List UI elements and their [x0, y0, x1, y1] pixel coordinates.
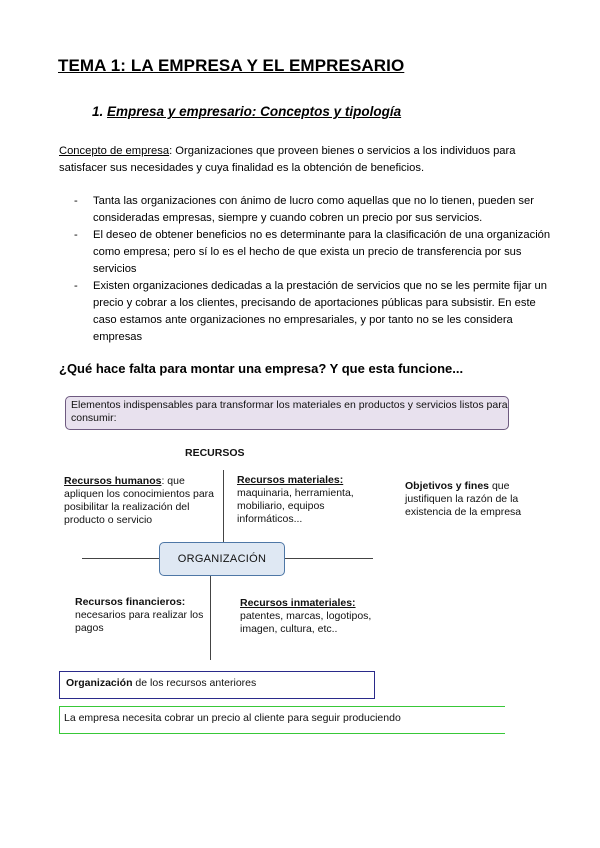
section-title: Empresa y empresario: Conceptos y tipología: [107, 104, 402, 119]
list-item-text: Tanta las organizaciones con ánimo de lucro como aquellas que no lo tienen, pueden ser consideradas empresas, siempre y cuando cobren un precio por sus servicios.: [93, 195, 534, 224]
bullet-marker: -: [74, 229, 78, 241]
recursos-label: RECURSOS: [185, 447, 245, 459]
recursos-materiales-title: Recursos materiales:: [237, 474, 344, 486]
recursos-inmateriales: [240, 597, 380, 636]
recursos-humanos-text: : que apliquen los conocimientos para posibilitar la realización del producto o servicio: [64, 475, 215, 526]
question-heading: ¿Qué hace falta para montar una empresa? Y que esta funcione...: [59, 361, 464, 376]
objetivos-fines: [405, 480, 525, 519]
recursos-materiales-text: maquinaria, herramienta, mobiliario, equipos informáticos...: [237, 487, 354, 525]
organizacion-note-bold: Organización: [66, 677, 133, 689]
recursos-materiales: [237, 474, 377, 526]
recursos-inmateriales-title: Recursos inmateriales:: [240, 597, 356, 609]
organizacion-note: [59, 671, 375, 699]
list-item-text: Existen organizaciones dedicadas a la prestación de servicios que no se les permite fijar un precio y cobrar a los clientes, precisando de aportaciones públicas para subsistir. En este caso estamos ante organizaciones no empresariales, y por tanto no se les considera empresas: [93, 280, 547, 343]
list-item: [74, 227, 560, 278]
vertical-connector-top: [223, 470, 224, 542]
horizontal-connector-right: [285, 558, 373, 559]
definition-paragraph: [59, 143, 559, 177]
list-item-text: El deseo de obtener beneficios no es determinante para la clasificación de una organización como empresa; pero sí lo es el hecho de que exista un precio de transferencia por sus servicios: [93, 229, 551, 275]
horizontal-connector-left: [82, 558, 159, 559]
recursos-humanos: [64, 475, 214, 527]
recursos-financieros-text: necesarios para realizar los pagos: [75, 609, 204, 634]
page-title: TEMA 1: LA EMPRESA Y EL EMPRESARIO: [58, 56, 405, 75]
definition-text: : Organizaciones que proveen bienes o servicios a los individuos para satisfacer sus necesidades y cuya finalidad es la obtención de beneficios.: [59, 145, 516, 174]
section-number: 1.: [92, 104, 104, 119]
elements-box: Elementos indispensables para transformar los materiales en productos y servicios listos para consumir:: [65, 396, 509, 430]
recursos-humanos-title: Recursos humanos: [64, 475, 162, 487]
recursos-financieros-title: Recursos financieros:: [75, 596, 186, 608]
bullet-marker: -: [74, 280, 78, 292]
objetivos-text: que justifiquen la razón de la existencia de la empresa: [405, 480, 522, 518]
section-heading: [92, 104, 401, 119]
recursos-financieros: [75, 596, 205, 635]
organizacion-box: ORGANIZACIÓN: [159, 542, 285, 576]
list-item: [74, 278, 560, 346]
definition-term: Concepto de empresa: [59, 145, 170, 157]
organizacion-note-text: de los recursos anteriores: [132, 677, 257, 689]
list-item: [74, 193, 560, 227]
cobrar-note: La empresa necesita cobrar un precio al cliente para seguir produciendo: [59, 706, 505, 734]
bullet-list: [74, 193, 560, 346]
bullet-marker: -: [74, 195, 78, 207]
objetivos-title: Objetivos y fines: [405, 480, 490, 492]
recursos-inmateriales-text: patentes, marcas, logotipos, imagen, cultura, etc..: [240, 610, 372, 635]
vertical-connector-bottom: [210, 576, 211, 660]
